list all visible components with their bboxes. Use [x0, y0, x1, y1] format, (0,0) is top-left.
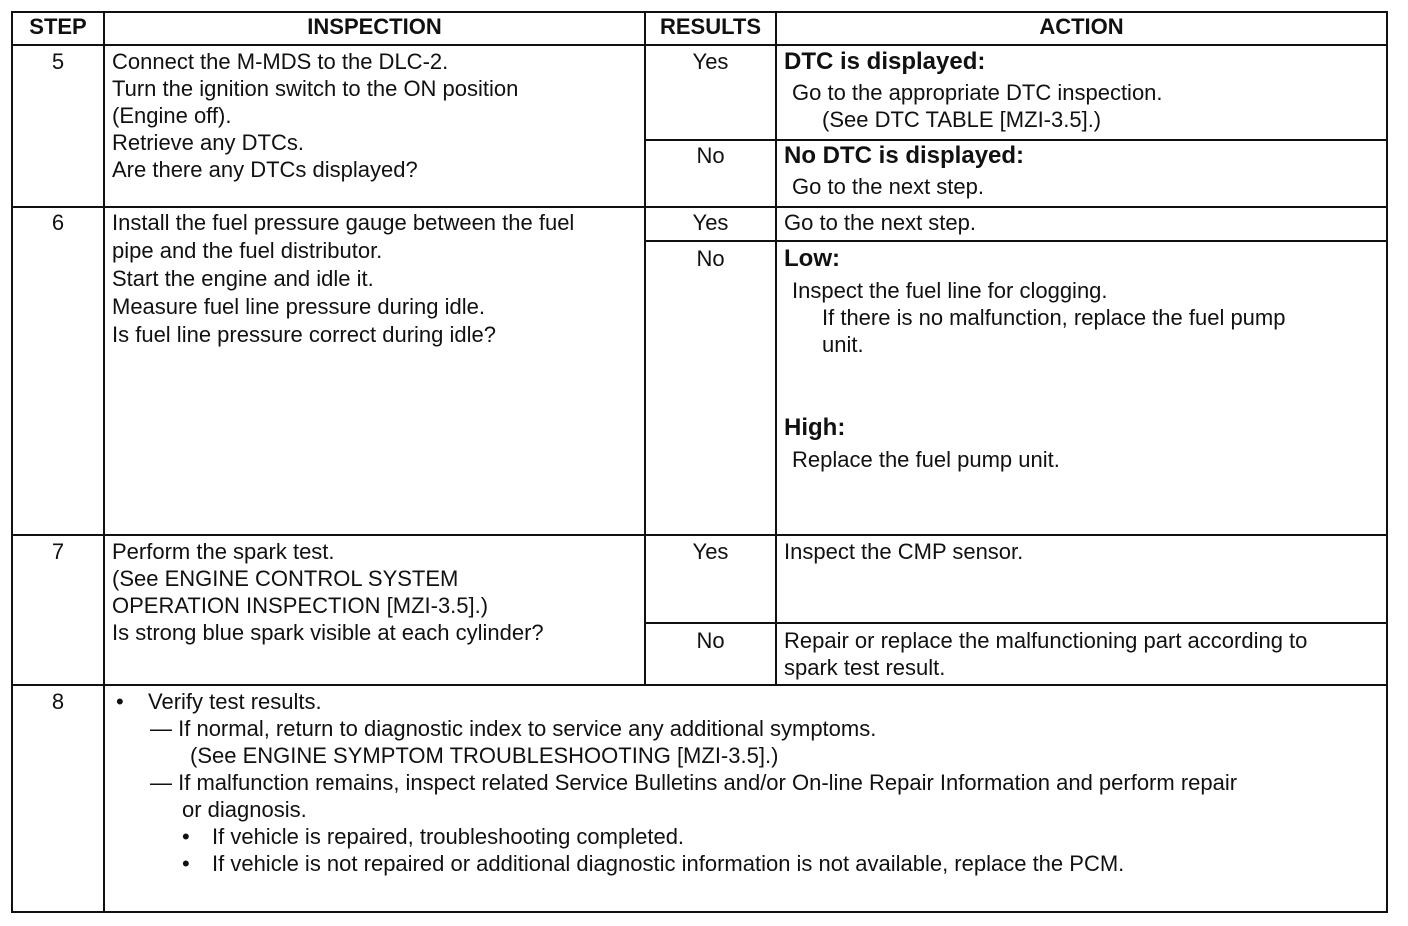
action-line: Go to the next step. [792, 174, 985, 199]
action-line: If there is no malfunction, replace the fuel pump [822, 305, 1286, 330]
inspection-line: (Engine off). [112, 103, 232, 128]
dash-icon: — [150, 716, 179, 741]
action-line: unit. [822, 332, 864, 357]
action-line: Repair or replace the malfunctioning part according to [784, 628, 1308, 653]
result-yes: Yes [692, 210, 729, 235]
rule [11, 11, 13, 913]
header-step: STEP [29, 14, 87, 39]
result-no: No [696, 628, 725, 653]
bullet-icon: • [116, 689, 124, 714]
action-text [784, 245, 1285, 473]
final-step-text [116, 688, 1237, 877]
rule [644, 622, 1388, 624]
result-yes: Yes [692, 49, 729, 74]
step-number: 8 [51, 689, 65, 714]
action-line: Inspect the CMP sensor. [784, 539, 1024, 564]
result-no: No [696, 143, 725, 168]
sub-bullet-text: If vehicle is repaired, troubleshooting completed. [212, 824, 685, 849]
header-results: RESULTS [659, 14, 762, 39]
rule [11, 684, 1388, 686]
inspection-text [112, 48, 518, 183]
dash-text: If normal, return to diagnostic index to service any additional symptoms. [178, 716, 877, 741]
bullet-item [116, 688, 1237, 715]
header-inspection: INSPECTION [307, 14, 442, 39]
bullet-icon: • [182, 851, 190, 876]
inspection-line: Turn the ignition switch to the ON position [112, 76, 519, 101]
rule [644, 139, 1388, 141]
step-number: 6 [51, 210, 65, 235]
dash-text-cont: or diagnosis. [182, 797, 307, 822]
bullet-icon: • [182, 824, 190, 849]
action-text [784, 48, 1163, 133]
inspection-line: Is fuel line pressure correct during idle? [112, 322, 496, 347]
inspection-text [112, 538, 544, 646]
rule [11, 44, 1388, 46]
header-action: ACTION [1039, 14, 1124, 39]
rule [1386, 11, 1388, 913]
inspection-text [112, 209, 574, 349]
inspection-line: Retrieve any DTCs. [112, 130, 304, 155]
rule [644, 240, 1388, 242]
dash-text: If malfunction remains, inspect related Service Bulletins and/or On-line Repair Information and perform repair [178, 770, 1238, 795]
action-heading-low: Low: [784, 245, 840, 272]
result-no: No [696, 246, 725, 271]
inspection-line: Connect the M-MDS to the DLC-2. [112, 49, 449, 74]
action-text [784, 627, 1307, 681]
action-heading: DTC is displayed: [784, 48, 986, 75]
action-line: Go to the appropriate DTC inspection. [792, 80, 1163, 105]
inspection-line: Are there any DTCs displayed? [112, 157, 418, 182]
inspection-line: Perform the spark test. [112, 539, 335, 564]
inspection-line: OPERATION INSPECTION [MZI-3.5].) [112, 593, 489, 618]
action-line: (See DTC TABLE [MZI-3.5].) [822, 107, 1102, 132]
inspection-line: Is strong blue spark visible at each cylinder? [112, 620, 544, 645]
rule [11, 206, 1388, 208]
sub-bullet-item [116, 823, 1237, 850]
dash-item [116, 715, 1237, 742]
action-line: Go to the next step. [784, 210, 977, 235]
step-number: 7 [51, 539, 65, 564]
action-line: spark test result. [784, 655, 946, 680]
inspection-line: Install the fuel pressure gauge between the fuel [112, 210, 575, 235]
dash-icon: — [150, 770, 179, 795]
dash-item [116, 769, 1237, 796]
action-text [784, 142, 1024, 200]
rule [11, 534, 1388, 536]
action-line: Inspect the fuel line for clogging. [792, 278, 1108, 303]
dash-ref: (See ENGINE SYMPTOM TROUBLESHOOTING [MZI-3.5].) [190, 743, 779, 768]
action-heading: No DTC is displayed: [784, 142, 1025, 169]
rule [11, 911, 1388, 913]
bullet-text: Verify test results. [148, 689, 322, 714]
rule [644, 11, 646, 686]
action-line: Replace the fuel pump unit. [792, 447, 1060, 472]
action-heading-high: High: [784, 414, 846, 441]
rule [103, 11, 105, 913]
result-yes: Yes [692, 539, 729, 564]
inspection-line: (See ENGINE CONTROL SYSTEM [112, 566, 459, 591]
sub-bullet-item [116, 850, 1237, 877]
inspection-line: Measure fuel line pressure during idle. [112, 294, 485, 319]
sub-bullet-text: If vehicle is not repaired or additional diagnostic information is not available, replace the PCM. [212, 851, 1125, 876]
rule [775, 11, 777, 686]
inspection-line: Start the engine and idle it. [112, 266, 374, 291]
inspection-line: pipe and the fuel distributor. [112, 238, 383, 263]
step-number: 5 [51, 49, 65, 74]
